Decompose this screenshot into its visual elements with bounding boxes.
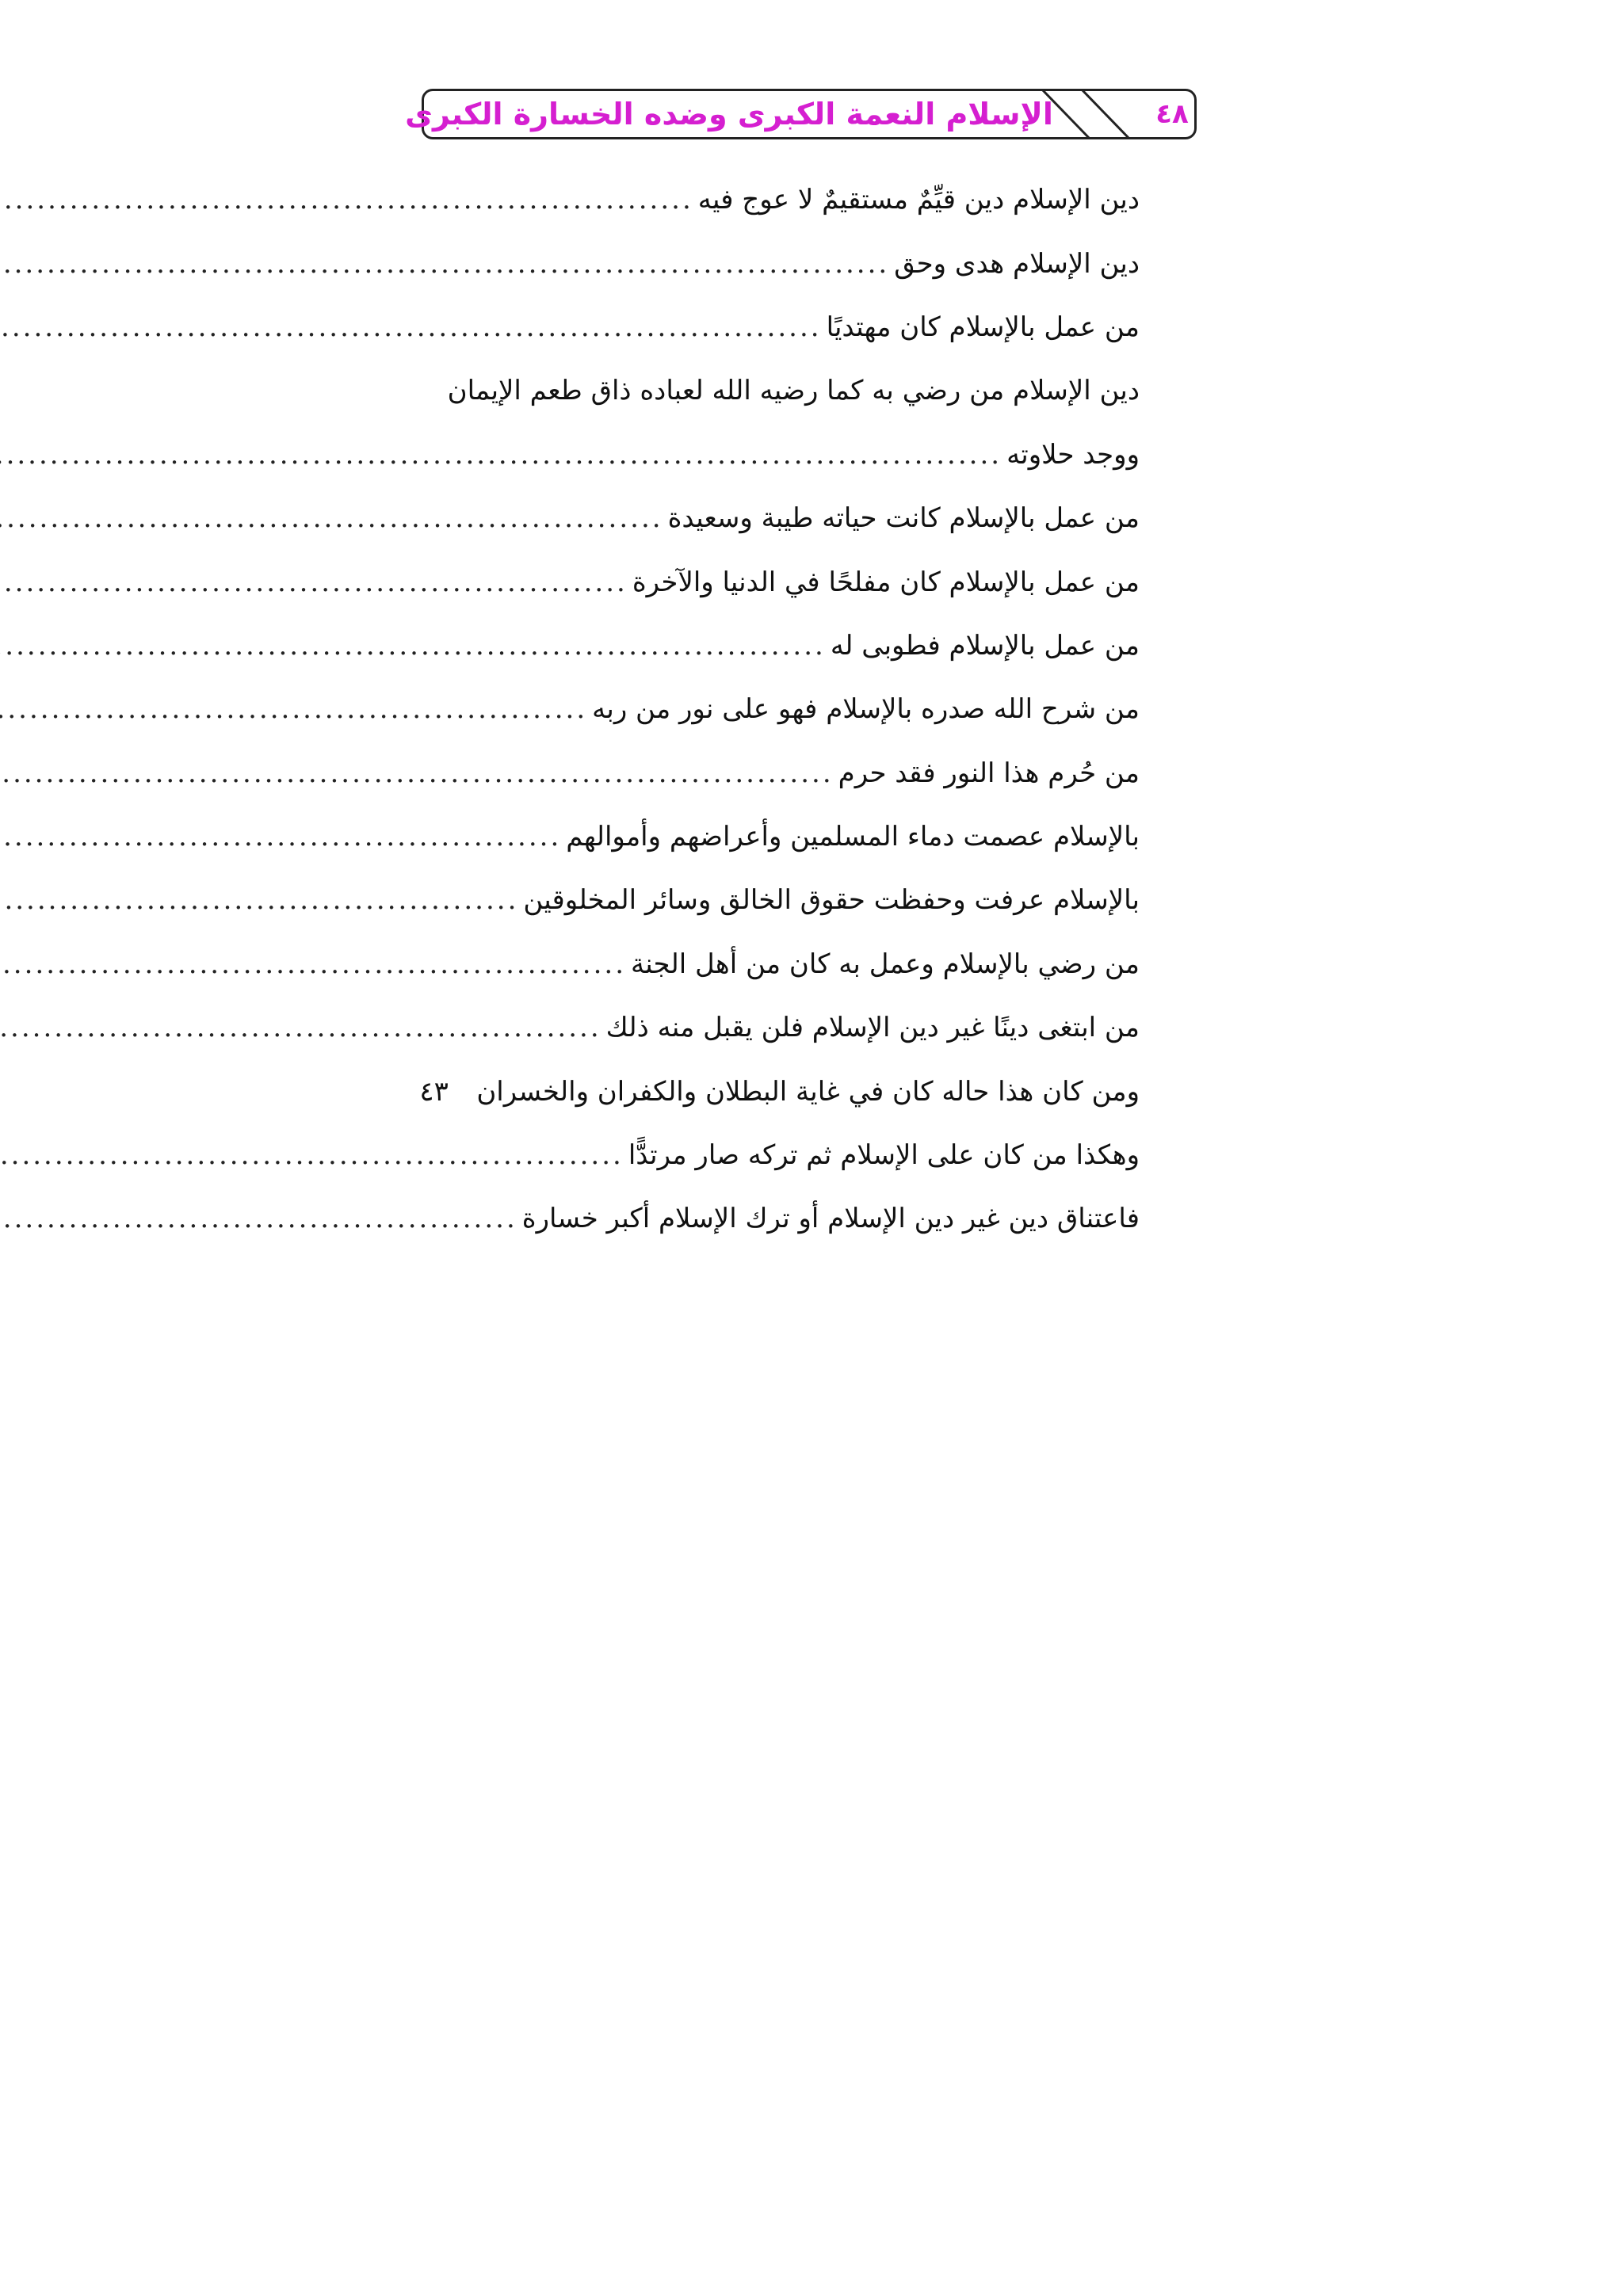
- dot-leader: [0, 757, 834, 789]
- toc-entry[interactable]: [419, 1059, 1140, 1123]
- toc-entry-title: من شرح الله صدره بالإسلام فهو على نور من ربه: [592, 693, 1140, 726]
- toc-entry-title: من رضي بالإسلام وعمل به كان من أهل الجنة: [631, 948, 1140, 980]
- toc-entry-title: دين الإسلام دين قيِّمٌ مستقيمٌ لا عوج فيه: [697, 184, 1140, 216]
- toc-entry[interactable]: [428, 1187, 1140, 1250]
- dot-leader: [0, 693, 587, 725]
- book-title: الإسلام النعمة الكبرى وضده الخسارة الكبرى: [405, 97, 1053, 132]
- dot-leader: [0, 311, 822, 343]
- page-number: ٤٨: [1155, 98, 1189, 130]
- header-slash-divider: [1034, 91, 1153, 137]
- toc-entry-title: دين الإسلام هدى وحق: [894, 247, 1140, 280]
- toc-entry-title: من عمل بالإسلام فطوبى له: [830, 629, 1140, 662]
- dot-leader: [0, 1139, 624, 1171]
- toc-entry-title: دين الإسلام من رضي به كما رضيه الله لعباده ذاق طعم الإيمان: [447, 375, 1140, 407]
- toc-entry[interactable]: [428, 614, 1140, 677]
- toc-entry-page: ٤٣: [419, 1075, 449, 1108]
- toc-entry[interactable]: [428, 359, 1140, 422]
- toc-entry[interactable]: [428, 168, 1140, 231]
- toc-entry[interactable]: [428, 805, 1140, 868]
- toc-entry[interactable]: [428, 423, 1140, 486]
- dot-leader: [0, 884, 518, 916]
- toc-entry-title: فاعتناق دين غير دين الإسلام أو ترك الإسلام أكبر خسارة: [521, 1203, 1140, 1235]
- toc-entry[interactable]: [428, 996, 1140, 1059]
- toc-entry-title: من حُرم هذا النور فقد حرم: [838, 757, 1140, 789]
- dot-leader: [0, 184, 693, 215]
- dot-leader: [0, 439, 1002, 471]
- dot-leader: [0, 1203, 517, 1234]
- toc-entry[interactable]: [428, 231, 1140, 295]
- toc-entry-title: وهكذا من كان على الإسلام ثم تركه صار مرتدًّا: [628, 1139, 1140, 1172]
- toc-entry-title: من عمل بالإسلام كان مهتديًا: [826, 311, 1140, 343]
- toc-entry[interactable]: [428, 296, 1140, 359]
- dot-leader: [0, 1012, 601, 1043]
- toc-entry-title: من عمل بالإسلام كانت حياته طيبة وسعيدة: [667, 502, 1140, 535]
- toc-entry-title: بالإسلام عرفت وحفظت حقوق الخالق وسائر المخلوقين: [523, 884, 1140, 917]
- toc-entry-title: بالإسلام عصمت دماء المسلمين وأعراضهم وأموالهم: [566, 821, 1140, 853]
- toc-entry[interactable]: [428, 550, 1140, 613]
- toc-entry-title: من عمل بالإسلام كان مفلحًا في الدنيا والآخرة: [632, 566, 1140, 598]
- dot-leader: [0, 630, 826, 662]
- dot-leader: [0, 948, 626, 980]
- dot-leader: [0, 248, 889, 280]
- toc-entry[interactable]: [428, 486, 1140, 550]
- toc-entry[interactable]: [428, 933, 1140, 996]
- dot-leader: [0, 502, 663, 534]
- running-header: [405, 89, 1197, 139]
- toc-entry[interactable]: [428, 742, 1140, 805]
- toc-entry-title: ومن كان هذا حاله كان في غاية البطلان والكفران والخسران: [476, 1075, 1140, 1108]
- toc-entry[interactable]: [428, 868, 1140, 932]
- toc-entry-title: ووجد حلاوته: [1006, 438, 1140, 471]
- dot-leader: [0, 566, 628, 598]
- toc-entry[interactable]: [428, 1123, 1140, 1187]
- table-of-contents: [419, 168, 1140, 1251]
- toc-entry-title: من ابتغى دينًا غير دين الإسلام فلن يقبل منه ذلك: [605, 1012, 1140, 1044]
- dot-leader: [0, 821, 561, 852]
- toc-entry[interactable]: [428, 677, 1140, 741]
